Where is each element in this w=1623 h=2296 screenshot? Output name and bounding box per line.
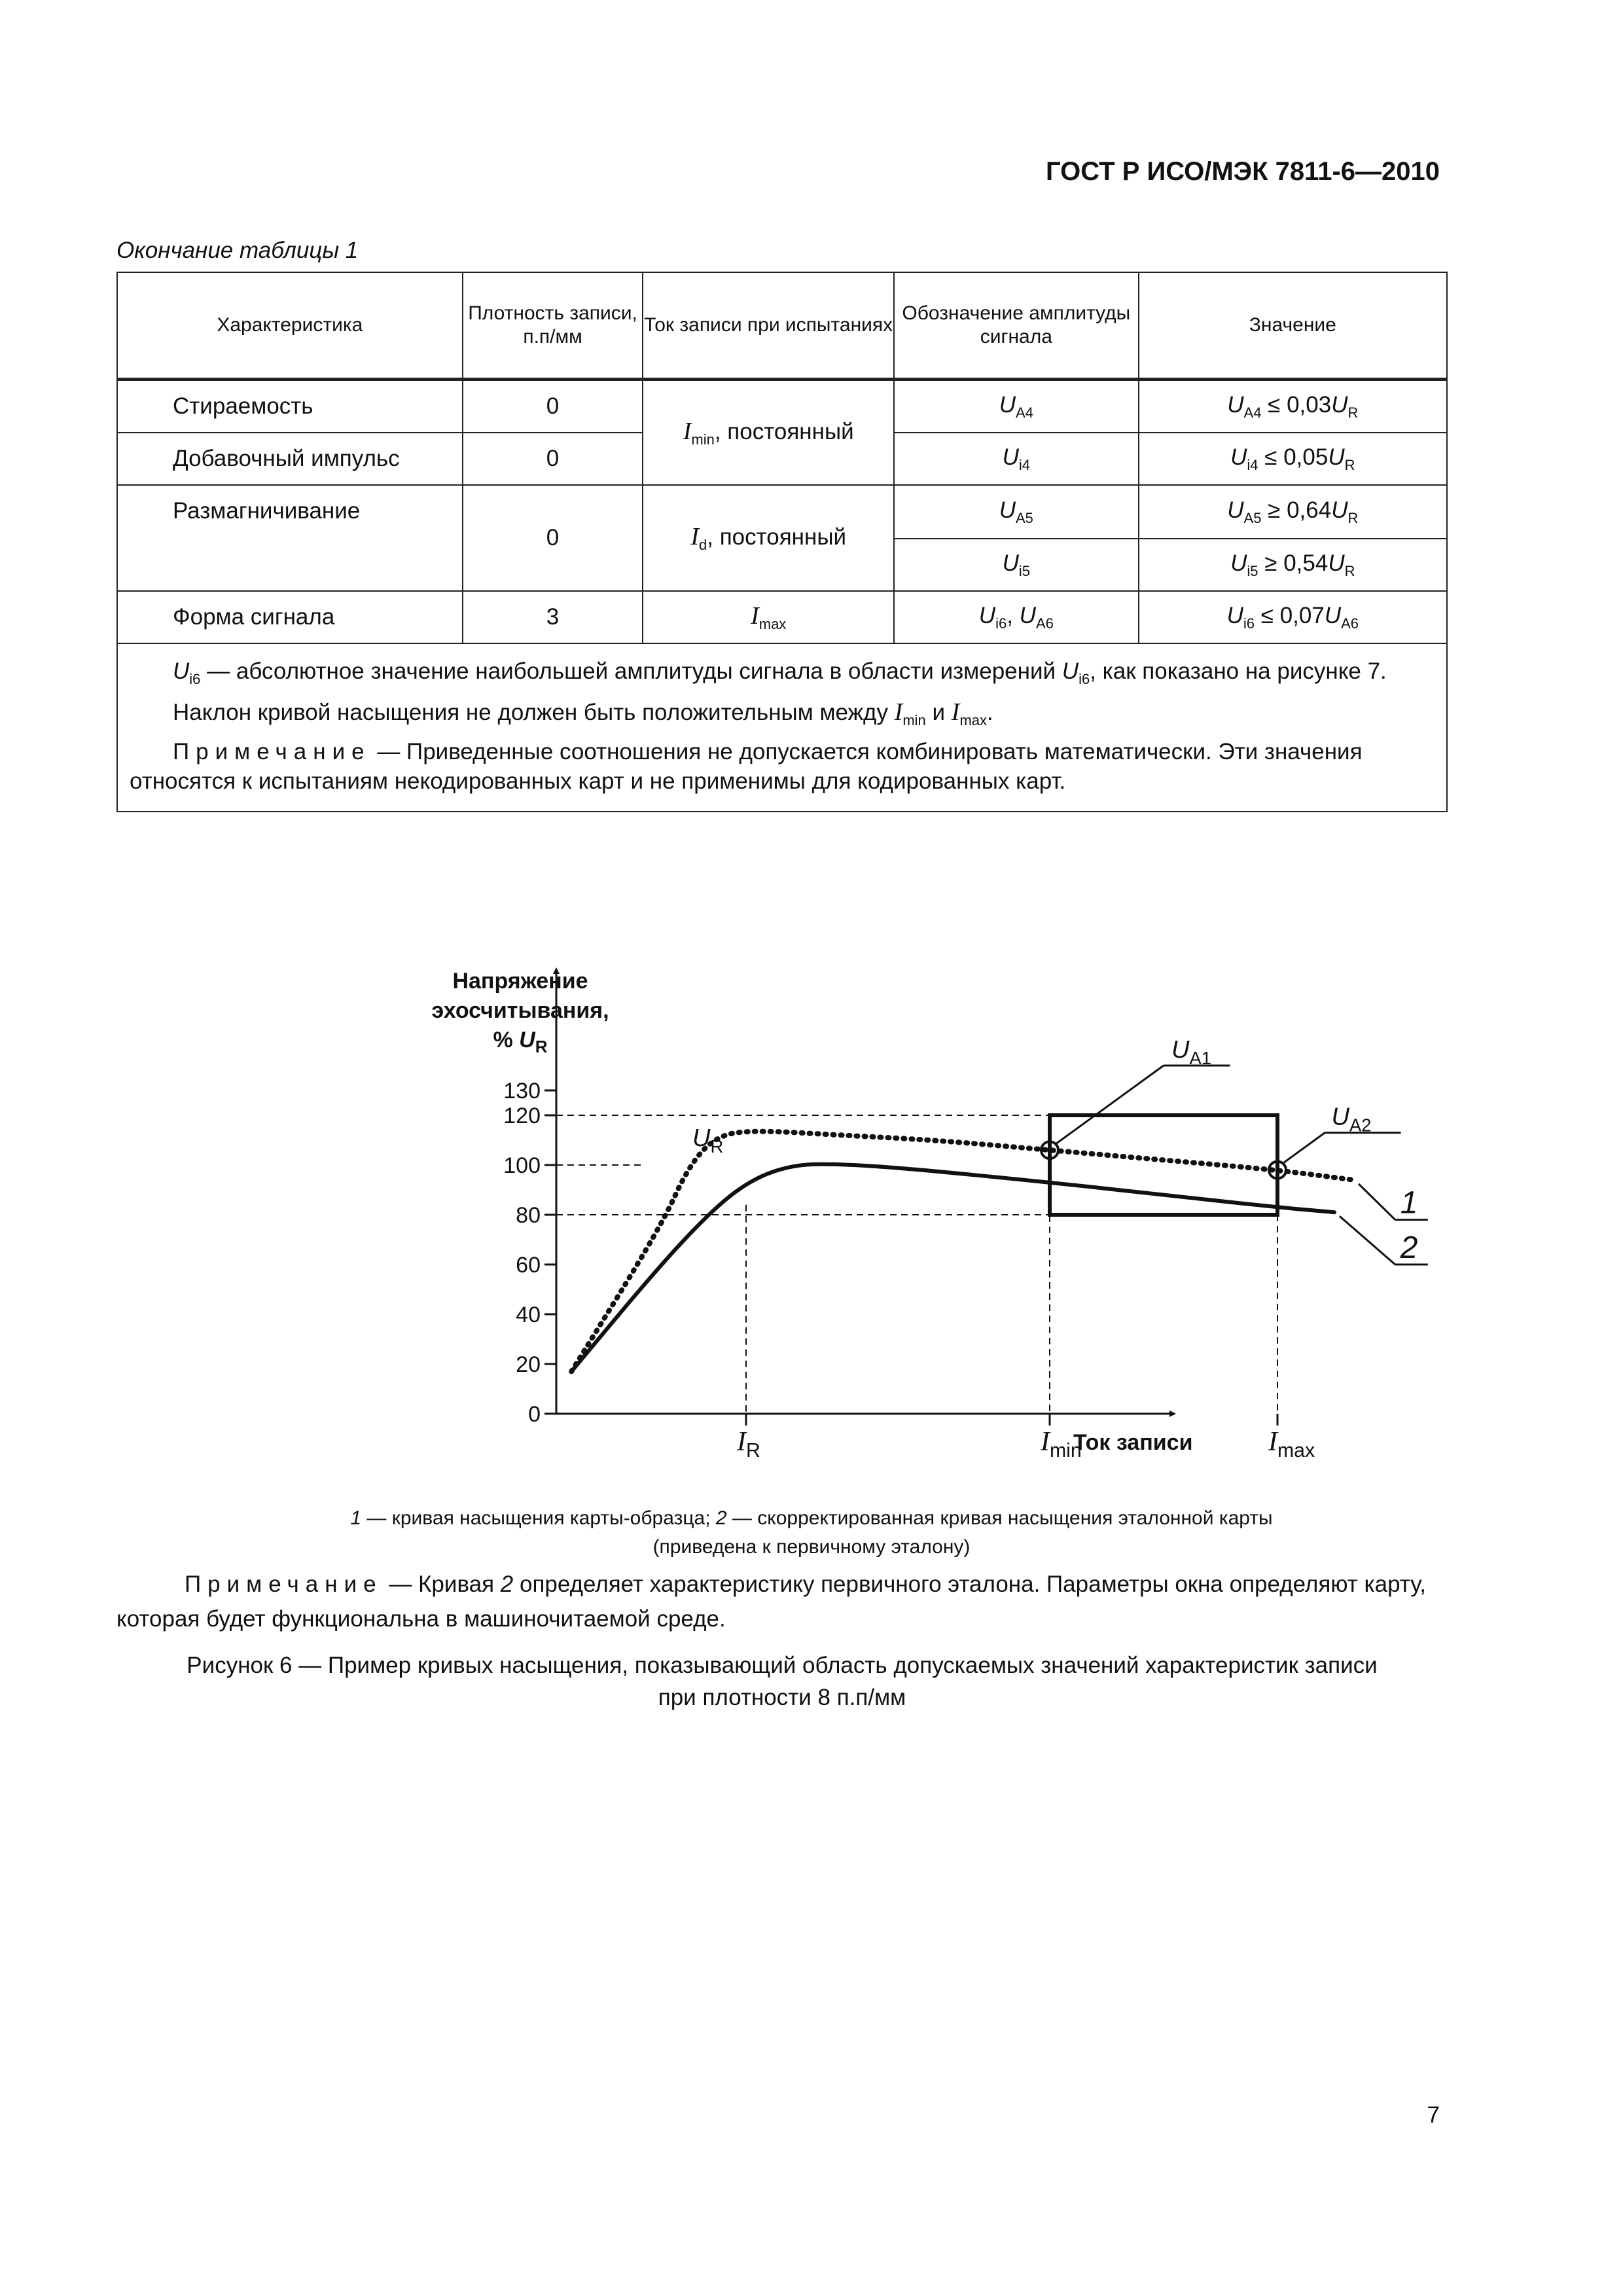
caption-line-2: при плотности 8 п.п/мм (658, 1685, 906, 1710)
table-header-row (117, 272, 1447, 380)
value-cell: $U_{A5} \ge 0,64U_R$ (1139, 485, 1447, 539)
x-marker-label: $I_R$ (737, 1427, 760, 1462)
legend-line-1: 1 — кривая насыщения карты-образца; 2 — скорректированная кривая насыщения эталонной карты (350, 1507, 1273, 1529)
annotation-label-UA2: $U_{A2}$ (1331, 1103, 1372, 1136)
signal-cell: $U_{i5}$ (894, 539, 1139, 591)
y-axis-label: эхосчитывания, (431, 998, 609, 1023)
density-cell: 3 (463, 591, 643, 643)
col-header: Плотность записи, п.п/мм (463, 272, 643, 380)
y-axis-label: Напряжение (452, 969, 588, 994)
characteristic-cell: Стираемость (117, 380, 463, 433)
y-axis-label: % $U_R$ (493, 1028, 548, 1056)
density-cell: 0 (463, 433, 643, 485)
y-tick-label: 130 (503, 1079, 541, 1103)
y-tick-label: 40 (516, 1302, 541, 1327)
y-tick-label: 20 (516, 1352, 541, 1377)
col-header: Ток записи при испытаниях (643, 272, 894, 380)
col-header: Обозначение амплитуды сигнала (894, 272, 1139, 380)
signal-cell: $U_{i4}$ (894, 433, 1139, 485)
value-cell: $U_{i6} \le 0,07U_{A6}$ (1139, 591, 1447, 643)
annotation-label-UR: $U_R$ (692, 1124, 724, 1157)
density-cell: 0 (463, 485, 643, 591)
signal-cell: $U_{i6}$, $U_{A6}$ (894, 591, 1139, 643)
page-number: 7 (1427, 2102, 1440, 2128)
figure-legend (196, 1504, 1427, 1561)
x-marker-label: $I_{max}$ (1268, 1427, 1315, 1462)
density-cell: 0 (463, 380, 643, 433)
note-p3: Примечание — Приведенные соотношения не допускается комбинировать математически. Эти значения относятся к испытаниям некодированных карт и не применимы для кодированных карт. (130, 739, 1363, 795)
note-p2: Наклон кривой насыщения не должен быть положительным между $I_{min}$ и $I_{max}$. (173, 698, 993, 729)
value-cell: $U_{A4} \le 0,03U_R$ (1139, 380, 1447, 433)
characteristic-cell: Добавочный импульс (117, 433, 463, 485)
annotation-label-UA1: $U_{A1}$ (1171, 1036, 1211, 1068)
signal-cell: $U_{A5}$ (894, 485, 1139, 539)
leader-line (1056, 1066, 1164, 1143)
col-header: Характеристика (117, 272, 463, 380)
y-tick-label: 100 (503, 1153, 541, 1178)
y-tick-label: 120 (503, 1103, 541, 1128)
y-tick-label: 0 (528, 1402, 541, 1427)
series-2-curve (571, 1164, 1334, 1372)
table-row (117, 485, 1447, 539)
curve-leader-line (1340, 1216, 1395, 1265)
legend-line-2: (приведена к первичному эталону) (652, 1535, 971, 1558)
y-tick-label: 60 (516, 1253, 541, 1278)
value-cell: $U_{i4} \le 0,05U_R$ (1139, 433, 1447, 485)
value-cell: $U_{i5} \ge 0,54U_R$ (1139, 539, 1447, 591)
table-1 (116, 272, 1448, 812)
curve-number-label: 1 (1400, 1185, 1418, 1221)
table-notes-row (117, 643, 1447, 812)
series-1-curve (571, 1132, 1353, 1372)
curve-leader-line (1359, 1184, 1395, 1220)
figure-caption (116, 1649, 1448, 1713)
signal-cell: $U_{A4}$ (894, 380, 1139, 433)
note-p1: $U_{i6}$ — абсолютное значение наибольшей амплитуды сигнала в области измерений $U_{i6}$, как показано на рисунке 7. (173, 658, 1387, 687)
characteristic-cell: Форма сигнала (117, 591, 463, 643)
current-cell: $I_d$, постоянный (643, 485, 894, 591)
standard-id: ГОСТ Р ИСО/МЭК 7811-6—2010 (1046, 157, 1440, 186)
table-caption: Окончание таблицы 1 (116, 238, 359, 263)
table-row (117, 380, 1447, 433)
col-header: Значение (1139, 272, 1447, 380)
x-axis-label: Ток записи (1073, 1430, 1193, 1455)
x-marker-label: $I_{min}$ (1041, 1427, 1082, 1462)
current-cell: $I_{min}$, постоянный (643, 380, 894, 486)
y-tick-label: 80 (516, 1203, 541, 1228)
leader-line (1283, 1133, 1325, 1164)
caption-line-1: Рисунок 6 — Пример кривых насыщения, показывающий область допускаемых значений характеристик записи (187, 1653, 1378, 1678)
table-notes (117, 643, 1447, 812)
curve-number-label: 2 (1400, 1230, 1418, 1265)
current-cell: $I_{max}$ (643, 591, 894, 643)
characteristic-cell: Размагничивание (117, 485, 463, 591)
saturation-chart (0, 916, 1623, 1492)
table-row (117, 591, 1447, 643)
figure-note: Примечание — Кривая 2 определяет характеристику первичного эталона. Параметры окна определяют карту, которая будет функциональна в машиночитаемой среде. (116, 1571, 1426, 1632)
